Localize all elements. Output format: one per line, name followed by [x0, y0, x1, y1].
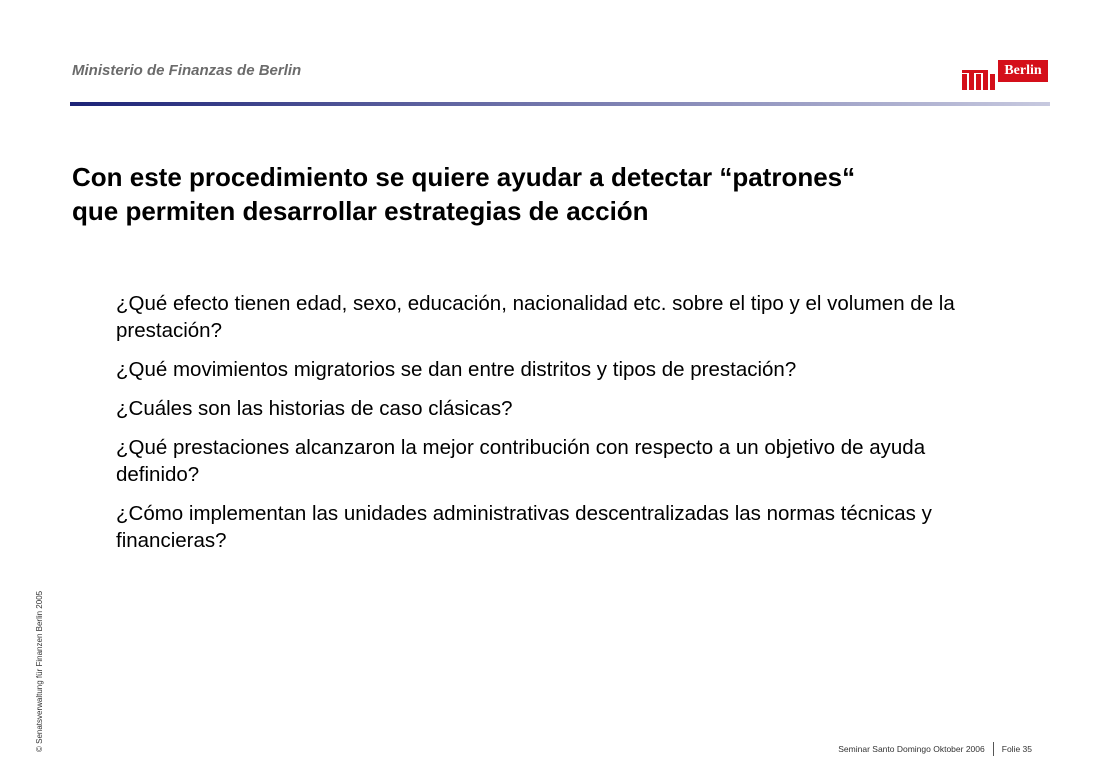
- berlin-logo: [962, 58, 1052, 90]
- question-item: ¿Qué movimientos migratorios se dan entre distritos y tipos de prestación?: [116, 358, 797, 381]
- footer-folio: Folie 35: [1001, 744, 1032, 754]
- headline-line-1: Con este procedimiento se quiere ayudar a detectar “patrones“: [72, 162, 856, 192]
- footer: [838, 742, 1032, 756]
- footer-seminar: Seminar Santo Domingo Oktober 2006: [838, 744, 985, 754]
- question-item: ¿Cómo implementan las unidades administrativas descentralizadas las normas técnicas y financieras?: [116, 502, 932, 552]
- header-rule: [70, 102, 1050, 106]
- question-item: ¿Qué prestaciones alcanzaron la mejor contribución con respecto a un objetivo de ayuda definido?: [116, 436, 926, 486]
- footer-separator: [993, 742, 994, 756]
- logo-wordmark: Berlin: [998, 60, 1048, 82]
- header-title: Ministerio de Finanzas de Berlin: [72, 62, 302, 79]
- slide-headline: [72, 160, 1032, 228]
- side-copyright: © Senatsverwaltung für Finanzen Berlin 2005: [35, 590, 44, 752]
- question-item: ¿Cuáles son las historias de caso clásicas?: [116, 397, 513, 420]
- question-list: [116, 290, 996, 566]
- headline-line-2: que permiten desarrollar estrategias de acción: [72, 196, 649, 226]
- berlin-bear-bars-icon: [962, 64, 996, 90]
- question-item: ¿Qué efecto tienen edad, sexo, educación, nacionalidad etc. sobre el tipo y el volumen de la prestación?: [116, 292, 955, 342]
